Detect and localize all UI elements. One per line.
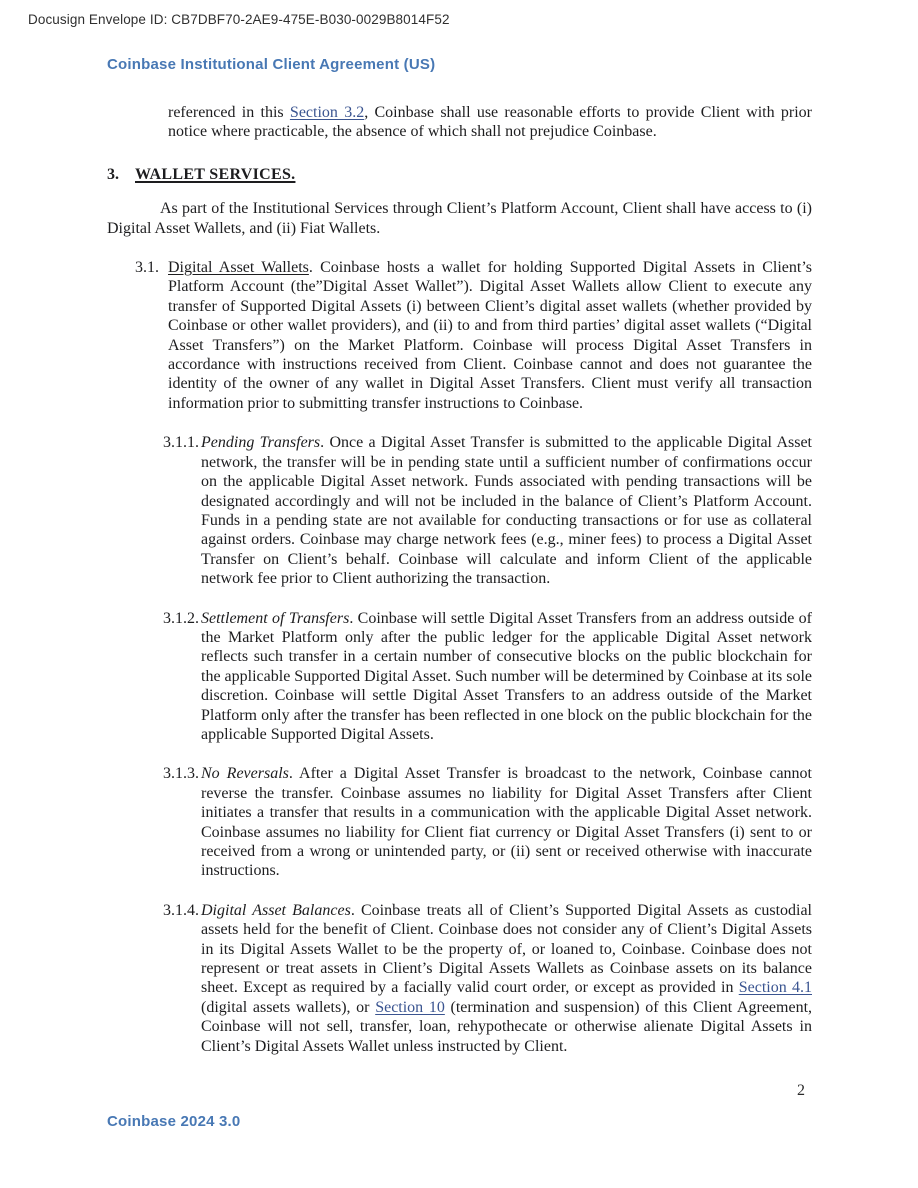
text-run: referenced in this <box>168 104 290 121</box>
document-title: Coinbase Institutional Client Agreement (US) <box>107 56 436 73</box>
page-number: 2 <box>797 1082 805 1099</box>
clause-3-1-text <box>168 258 812 413</box>
clause-3-1-1-number: 3.1.1. <box>163 434 199 452</box>
document-body <box>107 103 812 1056</box>
section-link[interactable]: Section 4.1 <box>738 979 812 997</box>
italic-text-run: Digital Asset Balances <box>201 901 351 919</box>
clause-3-1-4-text <box>201 901 812 1056</box>
clause-3-1-2-text <box>201 609 812 745</box>
section-3-title: WALLET SERVICES. <box>135 165 296 183</box>
clause-3-1-1-text <box>201 433 812 588</box>
text-run: . Coinbase will settle Digital Asset Transfers from an address outside of the Market Platform only after the public ledger for the applicable Digital Asset network reflects such transfer in a certain number of consecutive blocks on the public blockchain for the applicable Supported Digital Asset. Such number will be determined by Coinbase at its sole discretion. Coinbase will settle Digital Asset Transfers to an address outside of the Market Platform only after the transfer has been reflected in one block on the public blockchain for the applicable Supported Digital Assets. <box>201 609 813 743</box>
clause-3-1 <box>135 258 812 413</box>
clause-3-1-3-text <box>201 764 812 880</box>
clause-3-1-number: 3.1. <box>135 259 159 277</box>
section-link[interactable]: Section 10 <box>375 998 445 1016</box>
section-3-heading <box>107 165 812 184</box>
section-3-lead-paragraph: As part of the Institutional Services through Client’s Platform Account, Client shall have access to (i) Digital Asset Wallets, and (ii) Fiat Wallets. <box>107 200 812 237</box>
italic-text-run: Settlement of Transfers <box>201 609 350 627</box>
text-run: . After a Digital Asset Transfer is broadcast to the network, Coinbase cannot reverse the transfer. Coinbase assumes no liability for Digital Asset Transfers after Client initiates a transfer that results in a communication with the applicable Digital Asset network. Coinbase assumes no liability for Client fiat currency or Digital Asset Transfers (i) sent to or received from a wrong or unintended party, or (ii) sent or received otherwise with inaccurate instructions. <box>201 765 813 880</box>
text-run: . Coinbase hosts a wallet for holding Supported Digital Assets in Client’s Platform Account (the”Digital Asset Wallet”). Digital Asset Wallets allow Client to execute any transfer of Supported Digital Assets (i) between Client’s digital asset wallets (whether provided by Coinbase or other wallet providers), and (ii) to and from third parties’ digital asset wallets (“Digital Asset Transfers”) on the Market Platform. Coinbase will process Digital Asset Transfers in accordance with instructions received from Client. Coinbase cannot and does not guarantee the identity of the owner of any wallet in Digital Asset Transfers. Client must verify all transaction information prior to submitting transfer instructions to Coinbase. <box>168 259 813 412</box>
text-run: . Once a Digital Asset Transfer is submitted to the applicable Digital Asset network, the transfer will be in pending state until a sufficient number of confirmations occur on the applicable Digital Asset network. Funds associated with pending transactions will be designated accordingly and will not be included in the balance of Client’s Platform Account. Funds in a pending state are not available for conducting transactions or for use as collateral against orders. Coinbase may charge network fees (e.g., miner fees) to process a Digital Asset Transfer on Client’s behalf. Coinbase will calculate and inform Client of the applicable network fee prior to Client authorizing the transaction. <box>201 434 812 588</box>
section-link[interactable]: Section 3.2 <box>289 104 365 121</box>
clause-3-1-3-number: 3.1.3. <box>163 765 199 783</box>
clause-3-1-4-number: 3.1.4. <box>163 901 199 919</box>
intro-paragraph <box>168 103 812 142</box>
clause-3-1-1 <box>163 433 812 588</box>
clause-3-1-2 <box>163 609 812 745</box>
text-run: . Coinbase treats all of Client’s Supported Digital Assets as custodial assets held for the benefit of Client. Coinbase does not consider any of Client’s Digital Assets in its Digital Assets Wallet to be the property of, or loaned to, Coinbase. Coinbase does not represent or treat assets in Client’s Digital Assets Wallets as Coinbase assets on its balance sheet. Except as required by a facially valid court order, or except as provided in <box>201 901 813 997</box>
italic-text-run: Pending Transfers <box>201 434 321 452</box>
text-run: (termination and suspension) of this Client Agreement, Coinbase will not sell, transfer, loan, rehypothecate or otherwise alienate Digital Assets in Client’s Digital Assets Wallet unless instructed by Client. <box>201 998 813 1055</box>
text-run: (digital assets wallets), or <box>201 998 376 1016</box>
docusign-envelope-id: Docusign Envelope ID: CB7DBF70-2AE9-475E-B030-0029B8014F52 <box>28 12 450 27</box>
section-3-number: 3. <box>107 165 119 183</box>
italic-text-run: No Reversals <box>201 765 289 783</box>
clause-3-1-4 <box>163 901 812 1056</box>
clause-3-1-2-number: 3.1.2. <box>163 609 199 627</box>
text-run: , Coinbase shall use reasonable efforts to provide Client with prior notice where practicable, the absence of which shall not prejudice Coinbase. <box>168 104 812 141</box>
underline-text-run: Digital Asset Wallets <box>168 259 309 277</box>
clause-3-1-3 <box>163 764 812 880</box>
footer-version: Coinbase 2024 3.0 <box>107 1113 241 1130</box>
